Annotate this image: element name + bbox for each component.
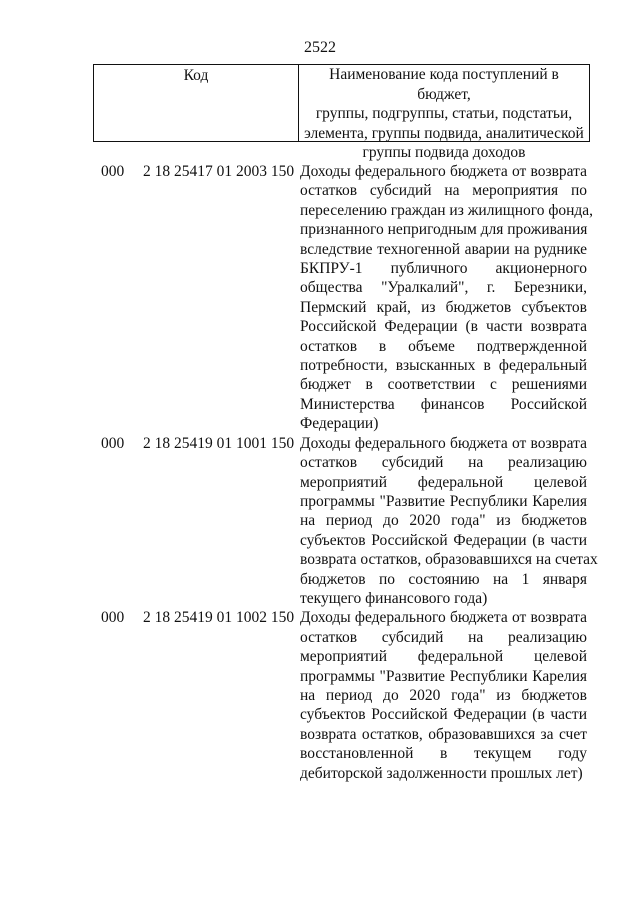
description-line: вследствие техногенной аварии на руднике [300, 240, 587, 258]
description-line: бюджетов по состоянию на 1 января [300, 570, 587, 588]
revenue-code-list [0, 162, 640, 783]
description-line: программы "Развитие Республики Карелия [300, 492, 587, 510]
page-number: 2522 [304, 39, 336, 56]
description-line: Федерации) [300, 415, 379, 433]
column-header-code: Код [94, 65, 299, 141]
description-line: на период до 2020 года" из бюджетов [300, 512, 587, 530]
revenue-code: 2 18 25419 01 1002 150 [143, 609, 295, 627]
description-line: Пермский край, из бюджетов субъектов [300, 298, 587, 316]
description-line: текущего финансового года) [300, 589, 488, 607]
column-header-name-line: группы подвида доходов [362, 144, 526, 161]
description-line: на период до 2020 года" из бюджетов [300, 686, 587, 704]
description-line: возврата остатков, образовавшихся на счетах [300, 551, 598, 569]
description-line: Доходы федерального бюджета от возврата [300, 609, 587, 627]
admin-code: 000 [101, 434, 125, 452]
revenue-code-description [300, 434, 598, 609]
description-line: общества "Уралкалий", г. Березники, [300, 279, 587, 297]
description-line: мероприятий федеральной целевой [300, 473, 587, 491]
description-line: Доходы федерального бюджета от возврата [300, 434, 587, 452]
description-line: признанного непригодным для проживания [300, 221, 588, 239]
description-line: Министерства финансов Российской [300, 395, 587, 413]
description-line: Российской Федерации (в части возврата [300, 318, 587, 336]
description-line: Доходы федерального бюджета от возврата [300, 163, 587, 180]
revenue-code-row [0, 608, 640, 783]
description-line: остатков субсидий на мероприятия по [300, 182, 587, 200]
admin-code: 000 [101, 609, 125, 627]
description-line: БКПРУ-1 публичного акционерного [300, 260, 587, 278]
description-line: остатков субсидий на реализацию [300, 628, 587, 646]
revenue-code-row [0, 434, 640, 609]
column-header-name-line: Наименование кода поступлений в бюджет, [329, 66, 559, 103]
description-line: возврата остатков, образовавшихся за счет [300, 725, 587, 743]
description-line: субъектов Российской Федерации (в части [300, 706, 587, 724]
revenue-code-description [300, 162, 594, 434]
column-header-name [299, 65, 589, 161]
description-line: субъектов Российской Федерации (в части [300, 531, 587, 549]
revenue-code-description [300, 608, 587, 783]
revenue-code: 2 18 25417 01 2003 150 [143, 163, 295, 180]
description-line: бюджет в соответствии с решениями [300, 376, 587, 394]
admin-code: 000 [101, 163, 125, 180]
description-line: дебиторской задолженности прошлых лет) [300, 764, 583, 782]
description-line: мероприятий федеральной целевой [300, 648, 587, 666]
revenue-code-row [0, 162, 640, 434]
description-line: потребности, взысканных в федеральный [300, 357, 587, 375]
revenue-code: 2 18 25419 01 1001 150 [143, 434, 295, 452]
description-line: переселению граждан из жилищного фонда, [300, 201, 594, 219]
description-line: восстановленной в текущем году [300, 745, 587, 763]
column-header-name-line: элемента, группы подвида, аналитической [304, 124, 584, 142]
description-line: остатков в объеме подтвержденной [300, 337, 587, 355]
description-line: программы "Развитие Республики Карелия [300, 667, 587, 685]
description-line: остатков субсидий на реализацию [300, 454, 587, 472]
column-header-table [93, 64, 590, 161]
column-header-name-line: группы, подгруппы, статьи, подстатьи, [315, 105, 573, 122]
